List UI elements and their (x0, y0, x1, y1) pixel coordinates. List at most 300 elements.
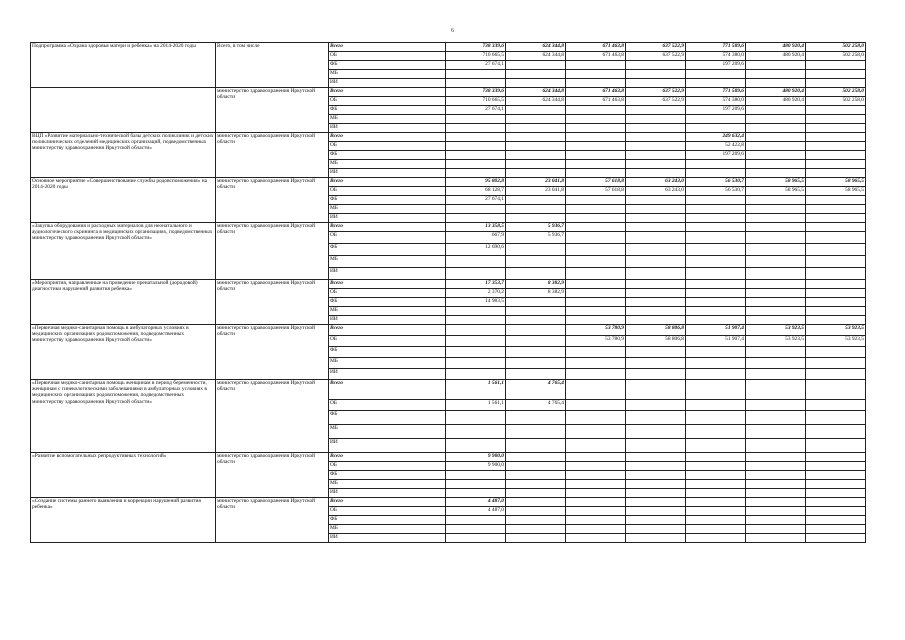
amount-cell (806, 205, 866, 214)
amount-cell: 8 382,9 (506, 280, 566, 289)
amount-cell (746, 232, 806, 244)
executor: министерство здравоохранения Иркутской области (216, 453, 329, 498)
amount-cell (626, 516, 686, 525)
amount-cell: 480 920,4 (746, 88, 806, 97)
amount-cell (506, 142, 566, 151)
amount-cell (686, 471, 746, 480)
amount-cell (686, 439, 746, 453)
amount-cell: 53 923,5 (806, 336, 866, 347)
measure-name: Подпрограмма «Охрана здоровья матери и ребенка» на 2014-2020 годы (31, 43, 216, 88)
amount-cell (506, 369, 566, 380)
funding-source: МБ (329, 115, 446, 124)
amount-cell: 51 907,4 (686, 336, 746, 347)
amount-cell (746, 534, 806, 543)
amount-cell: 63 243,0 (626, 178, 686, 187)
amount-cell (626, 70, 686, 79)
amount-cell (626, 214, 686, 223)
amount-cell (626, 425, 686, 439)
funding-source: ФБ (329, 244, 446, 256)
amount-cell (446, 70, 506, 79)
amount-cell (626, 79, 686, 88)
amount-cell (506, 244, 566, 256)
amount-cell (686, 489, 746, 498)
amount-cell (626, 369, 686, 380)
amount-cell (806, 214, 866, 223)
amount-cell (506, 79, 566, 88)
funding-source: МБ (329, 256, 446, 268)
measure-name: ВЦП «Развитие материально-технической базы детских поликлиник и детских поликлинических отделений медицинских организаций, подведомственных министерству здравоохранения Иркутской области» (31, 133, 216, 178)
amount-cell (746, 151, 806, 160)
amount-cell: 58 965,5 (806, 178, 866, 187)
amount-cell (626, 411, 686, 425)
amount-cell (746, 205, 806, 214)
amount-cell (626, 462, 686, 471)
amount-cell (806, 268, 866, 280)
amount-cell: 738 339,6 (446, 43, 506, 52)
amount-cell (806, 289, 866, 298)
table-row (31, 178, 866, 187)
amount-cell (746, 369, 806, 380)
amount-cell: 4 765,4 (506, 380, 566, 400)
amount-cell: 5 936,7 (506, 232, 566, 244)
amount-cell (506, 336, 566, 347)
amount-cell (566, 280, 626, 289)
amount-cell: 13 358,5 (446, 223, 506, 232)
amount-cell (566, 244, 626, 256)
amount-cell (506, 453, 566, 462)
amount-cell (806, 347, 866, 358)
amount-cell (806, 425, 866, 439)
amount-cell (686, 534, 746, 543)
amount-cell: 671 463,8 (566, 97, 626, 106)
amount-cell (506, 160, 566, 169)
amount-cell: 8 382,9 (506, 289, 566, 298)
amount-cell: 624 344,8 (506, 97, 566, 106)
amount-cell: 671 463,8 (566, 43, 626, 52)
amount-cell (626, 124, 686, 133)
amount-cell: 63 243,0 (626, 187, 686, 196)
table-row (31, 280, 866, 289)
amount-cell (566, 425, 626, 439)
amount-cell (566, 196, 626, 205)
funding-source: МБ (329, 160, 446, 169)
amount-cell (566, 525, 626, 534)
amount-cell: 9 900,0 (446, 462, 506, 471)
amount-cell (806, 534, 866, 543)
amount-cell (806, 133, 866, 142)
amount-cell (626, 280, 686, 289)
executor: Всего, в том числе (216, 43, 329, 88)
executor: министерство здравоохранения Иркутской области (216, 280, 329, 325)
amount-cell: 624 344,8 (506, 88, 566, 97)
funding-source: Всего (329, 88, 446, 97)
amount-cell: 53 780,9 (566, 336, 626, 347)
amount-cell (746, 525, 806, 534)
amount-cell (626, 316, 686, 325)
funding-source: ФБ (329, 471, 446, 480)
amount-cell (686, 480, 746, 489)
amount-cell (566, 160, 626, 169)
amount-cell (686, 298, 746, 307)
amount-cell (746, 439, 806, 453)
amount-cell (686, 307, 746, 316)
amount-cell (446, 115, 506, 124)
amount-cell (686, 516, 746, 525)
amount-cell (686, 169, 746, 178)
budget-table-body (31, 43, 866, 543)
amount-cell (746, 425, 806, 439)
amount-cell (506, 268, 566, 280)
amount-cell (746, 214, 806, 223)
amount-cell (566, 256, 626, 268)
amount-cell (746, 106, 806, 115)
amount-cell (806, 280, 866, 289)
amount-cell (446, 124, 506, 133)
amount-cell (566, 214, 626, 223)
amount-cell (626, 169, 686, 178)
amount-cell (446, 471, 506, 480)
executor: министерство здравоохранения Иркутской области (216, 88, 329, 133)
amount-cell: 637 522,9 (626, 43, 686, 52)
funding-source: Всего (329, 453, 446, 462)
amount-cell (746, 289, 806, 298)
funding-source: МБ (329, 205, 446, 214)
amount-cell: 574 380,0 (686, 52, 746, 61)
amount-cell (566, 507, 626, 516)
amount-cell (626, 160, 686, 169)
measure-name: Основное мероприятие «Совершенствование службы родовспоможения» на 2014-2020 годы (31, 178, 216, 223)
funding-source: ИИ (329, 439, 446, 453)
amount-cell (566, 61, 626, 70)
amount-cell: 58 965,5 (746, 187, 806, 196)
funding-source: МБ (329, 525, 446, 534)
amount-cell (806, 316, 866, 325)
amount-cell (506, 480, 566, 489)
amount-cell (566, 169, 626, 178)
amount-cell: 53 923,5 (806, 325, 866, 336)
funding-source: МБ (329, 358, 446, 369)
amount-cell (686, 232, 746, 244)
amount-cell (746, 462, 806, 471)
executor: министерство здравоохранения Иркутской области (216, 133, 329, 178)
amount-cell (686, 268, 746, 280)
amount-cell (506, 498, 566, 507)
funding-source: ФБ (329, 106, 446, 115)
funding-source: МБ (329, 425, 446, 439)
amount-cell (566, 411, 626, 425)
amount-cell (446, 336, 506, 347)
amount-cell: 58 965,5 (746, 178, 806, 187)
amount-cell (566, 79, 626, 88)
amount-cell (746, 124, 806, 133)
amount-cell: 502 258,0 (806, 43, 866, 52)
amount-cell: 480 920,4 (746, 43, 806, 52)
amount-cell (506, 471, 566, 480)
amount-cell (506, 169, 566, 178)
amount-cell (806, 498, 866, 507)
amount-cell: 624 344,8 (506, 52, 566, 61)
amount-cell: 637 522,9 (626, 52, 686, 61)
amount-cell: 27 674,1 (446, 106, 506, 115)
amount-cell (746, 70, 806, 79)
amount-cell (746, 307, 806, 316)
amount-cell: 624 344,8 (506, 43, 566, 52)
amount-cell: 57 618,8 (566, 178, 626, 187)
amount-cell (506, 534, 566, 543)
amount-cell: 197 209,6 (686, 61, 746, 70)
amount-cell (626, 223, 686, 232)
funding-source: МБ (329, 480, 446, 489)
amount-cell (806, 232, 866, 244)
funding-source: ОБ (329, 507, 446, 516)
amount-cell: 480 920,4 (746, 97, 806, 106)
amount-cell (626, 358, 686, 369)
amount-cell (566, 380, 626, 400)
amount-cell (686, 244, 746, 256)
funding-source: ОБ (329, 400, 446, 411)
amount-cell: 1 561,1 (446, 380, 506, 400)
amount-cell (566, 462, 626, 471)
amount-cell (626, 196, 686, 205)
amount-cell (746, 196, 806, 205)
amount-cell: 27 674,1 (446, 61, 506, 70)
amount-cell (686, 400, 746, 411)
amount-cell (566, 489, 626, 498)
amount-cell (566, 498, 626, 507)
amount-cell (446, 516, 506, 525)
amount-cell (506, 325, 566, 336)
amount-cell (686, 214, 746, 223)
funding-source: ИИ (329, 534, 446, 543)
amount-cell (566, 223, 626, 232)
amount-cell (566, 298, 626, 307)
funding-source: ОБ (329, 52, 446, 61)
amount-cell (806, 196, 866, 205)
amount-cell (506, 462, 566, 471)
amount-cell (506, 507, 566, 516)
amount-cell (566, 232, 626, 244)
amount-cell (626, 507, 686, 516)
funding-source: ФБ (329, 151, 446, 160)
amount-cell: 574 380,0 (686, 97, 746, 106)
amount-cell: 58 965,5 (806, 187, 866, 196)
amount-cell (686, 425, 746, 439)
amount-cell (566, 70, 626, 79)
amount-cell (626, 256, 686, 268)
amount-cell (746, 79, 806, 88)
amount-cell: 671 463,8 (566, 88, 626, 97)
measure-name (31, 88, 216, 133)
amount-cell (686, 358, 746, 369)
amount-cell (746, 347, 806, 358)
amount-cell (686, 79, 746, 88)
amount-cell (686, 316, 746, 325)
amount-cell (566, 358, 626, 369)
amount-cell (746, 480, 806, 489)
amount-cell (446, 205, 506, 214)
amount-cell (746, 256, 806, 268)
amount-cell (506, 411, 566, 425)
amount-cell (806, 124, 866, 133)
amount-cell (746, 244, 806, 256)
amount-cell: 667,9 (446, 232, 506, 244)
amount-cell (506, 298, 566, 307)
amount-cell (446, 358, 506, 369)
amount-cell: 502 258,0 (806, 97, 866, 106)
amount-cell (446, 369, 506, 380)
amount-cell (626, 347, 686, 358)
amount-cell (446, 480, 506, 489)
amount-cell (806, 142, 866, 151)
funding-source: Всего (329, 133, 446, 142)
amount-cell (806, 61, 866, 70)
measure-name: «Развитие вспомогательных репродуктивных технологий» (31, 453, 216, 498)
amount-cell (446, 316, 506, 325)
amount-cell (806, 525, 866, 534)
amount-cell: 27 674,1 (446, 196, 506, 205)
measure-name: «Создание системы раннего выявления и коррекции нарушений развития ребенка» (31, 498, 216, 543)
amount-cell (506, 525, 566, 534)
amount-cell (506, 133, 566, 142)
amount-cell (806, 70, 866, 79)
amount-cell: 710 665,5 (446, 97, 506, 106)
amount-cell: 9 900,0 (446, 453, 506, 462)
amount-cell (686, 280, 746, 289)
amount-cell: 637 522,9 (626, 97, 686, 106)
amount-cell (506, 70, 566, 79)
funding-source: Всего (329, 325, 446, 336)
amount-cell (566, 151, 626, 160)
amount-cell: 502 258,0 (806, 52, 866, 61)
table-row (31, 380, 866, 400)
amount-cell (566, 289, 626, 298)
amount-cell (626, 289, 686, 298)
amount-cell (566, 115, 626, 124)
amount-cell (686, 525, 746, 534)
amount-cell (686, 115, 746, 124)
amount-cell (506, 124, 566, 133)
amount-cell (446, 325, 506, 336)
amount-cell (746, 160, 806, 169)
page-number: 6 (451, 28, 454, 34)
measure-name: «Первичная медико-санитарная помощь женщинам в период беременности, женщинам с гинекологическими заболеваниями в амбулаторных условиях в медицинских организациях родовспоможения, подведомственных министерству здравоохранения Иркутской области» (31, 380, 216, 453)
amount-cell (686, 347, 746, 358)
amount-cell (566, 400, 626, 411)
funding-source: ФБ (329, 196, 446, 205)
amount-cell: 771 589,6 (686, 88, 746, 97)
amount-cell (806, 256, 866, 268)
amount-cell: 738 339,6 (446, 88, 506, 97)
table-row (31, 223, 866, 232)
amount-cell (806, 480, 866, 489)
table-row (31, 453, 866, 462)
amount-cell (746, 400, 806, 411)
funding-source: Всего (329, 498, 446, 507)
funding-source: ИИ (329, 79, 446, 88)
amount-cell: 14 983,5 (446, 298, 506, 307)
amount-cell (626, 61, 686, 70)
amount-cell (626, 453, 686, 462)
amount-cell (746, 380, 806, 400)
amount-cell (806, 471, 866, 480)
amount-cell: 12 690,6 (446, 244, 506, 256)
amount-cell (626, 151, 686, 160)
amount-cell (506, 214, 566, 223)
amount-cell (566, 106, 626, 115)
funding-source: ИИ (329, 369, 446, 380)
amount-cell (506, 61, 566, 70)
amount-cell (566, 516, 626, 525)
amount-cell (626, 307, 686, 316)
amount-cell (806, 400, 866, 411)
amount-cell (806, 489, 866, 498)
amount-cell: 53 780,9 (566, 325, 626, 336)
amount-cell (806, 244, 866, 256)
amount-cell (626, 498, 686, 507)
amount-cell (566, 268, 626, 280)
amount-cell (566, 471, 626, 480)
funding-source: ОБ (329, 462, 446, 471)
amount-cell (506, 256, 566, 268)
amount-cell (506, 115, 566, 124)
amount-cell: 52 422,8 (686, 142, 746, 151)
amount-cell: 1 561,1 (446, 400, 506, 411)
amount-cell (446, 151, 506, 160)
amount-cell (626, 525, 686, 534)
amount-cell (446, 142, 506, 151)
amount-cell (446, 439, 506, 453)
amount-cell (506, 489, 566, 498)
amount-cell (506, 425, 566, 439)
amount-cell: 502 258,0 (806, 88, 866, 97)
funding-source: ОБ (329, 232, 446, 244)
amount-cell (626, 380, 686, 400)
funding-source: ФБ (329, 516, 446, 525)
amount-cell (566, 534, 626, 543)
amount-cell: 56 530,7 (686, 178, 746, 187)
amount-cell (746, 316, 806, 325)
amount-cell (446, 133, 506, 142)
amount-cell (626, 106, 686, 115)
funding-source: ИИ (329, 316, 446, 325)
amount-cell (626, 298, 686, 307)
amount-cell (806, 411, 866, 425)
amount-cell (626, 115, 686, 124)
amount-cell (806, 298, 866, 307)
funding-source: ФБ (329, 298, 446, 307)
amount-cell (626, 400, 686, 411)
amount-cell (806, 516, 866, 525)
funding-source: ФБ (329, 411, 446, 425)
amount-cell (626, 244, 686, 256)
amount-cell (566, 439, 626, 453)
amount-cell (686, 196, 746, 205)
amount-cell (446, 169, 506, 178)
amount-cell (746, 61, 806, 70)
funding-source: МБ (329, 70, 446, 79)
measure-name: «Закупка оборудования и расходных материалов для неонатального и аудиологического скрининга в медицинских организациях, подведомственных министерству здравоохранения Иркутской области» (31, 223, 216, 280)
amount-cell (626, 268, 686, 280)
amount-cell (806, 369, 866, 380)
amount-cell (506, 307, 566, 316)
funding-source: ИИ (329, 169, 446, 178)
amount-cell (686, 369, 746, 380)
amount-cell (626, 534, 686, 543)
amount-cell: 197 209,6 (686, 151, 746, 160)
amount-cell (566, 316, 626, 325)
amount-cell (746, 498, 806, 507)
table-row (31, 498, 866, 507)
